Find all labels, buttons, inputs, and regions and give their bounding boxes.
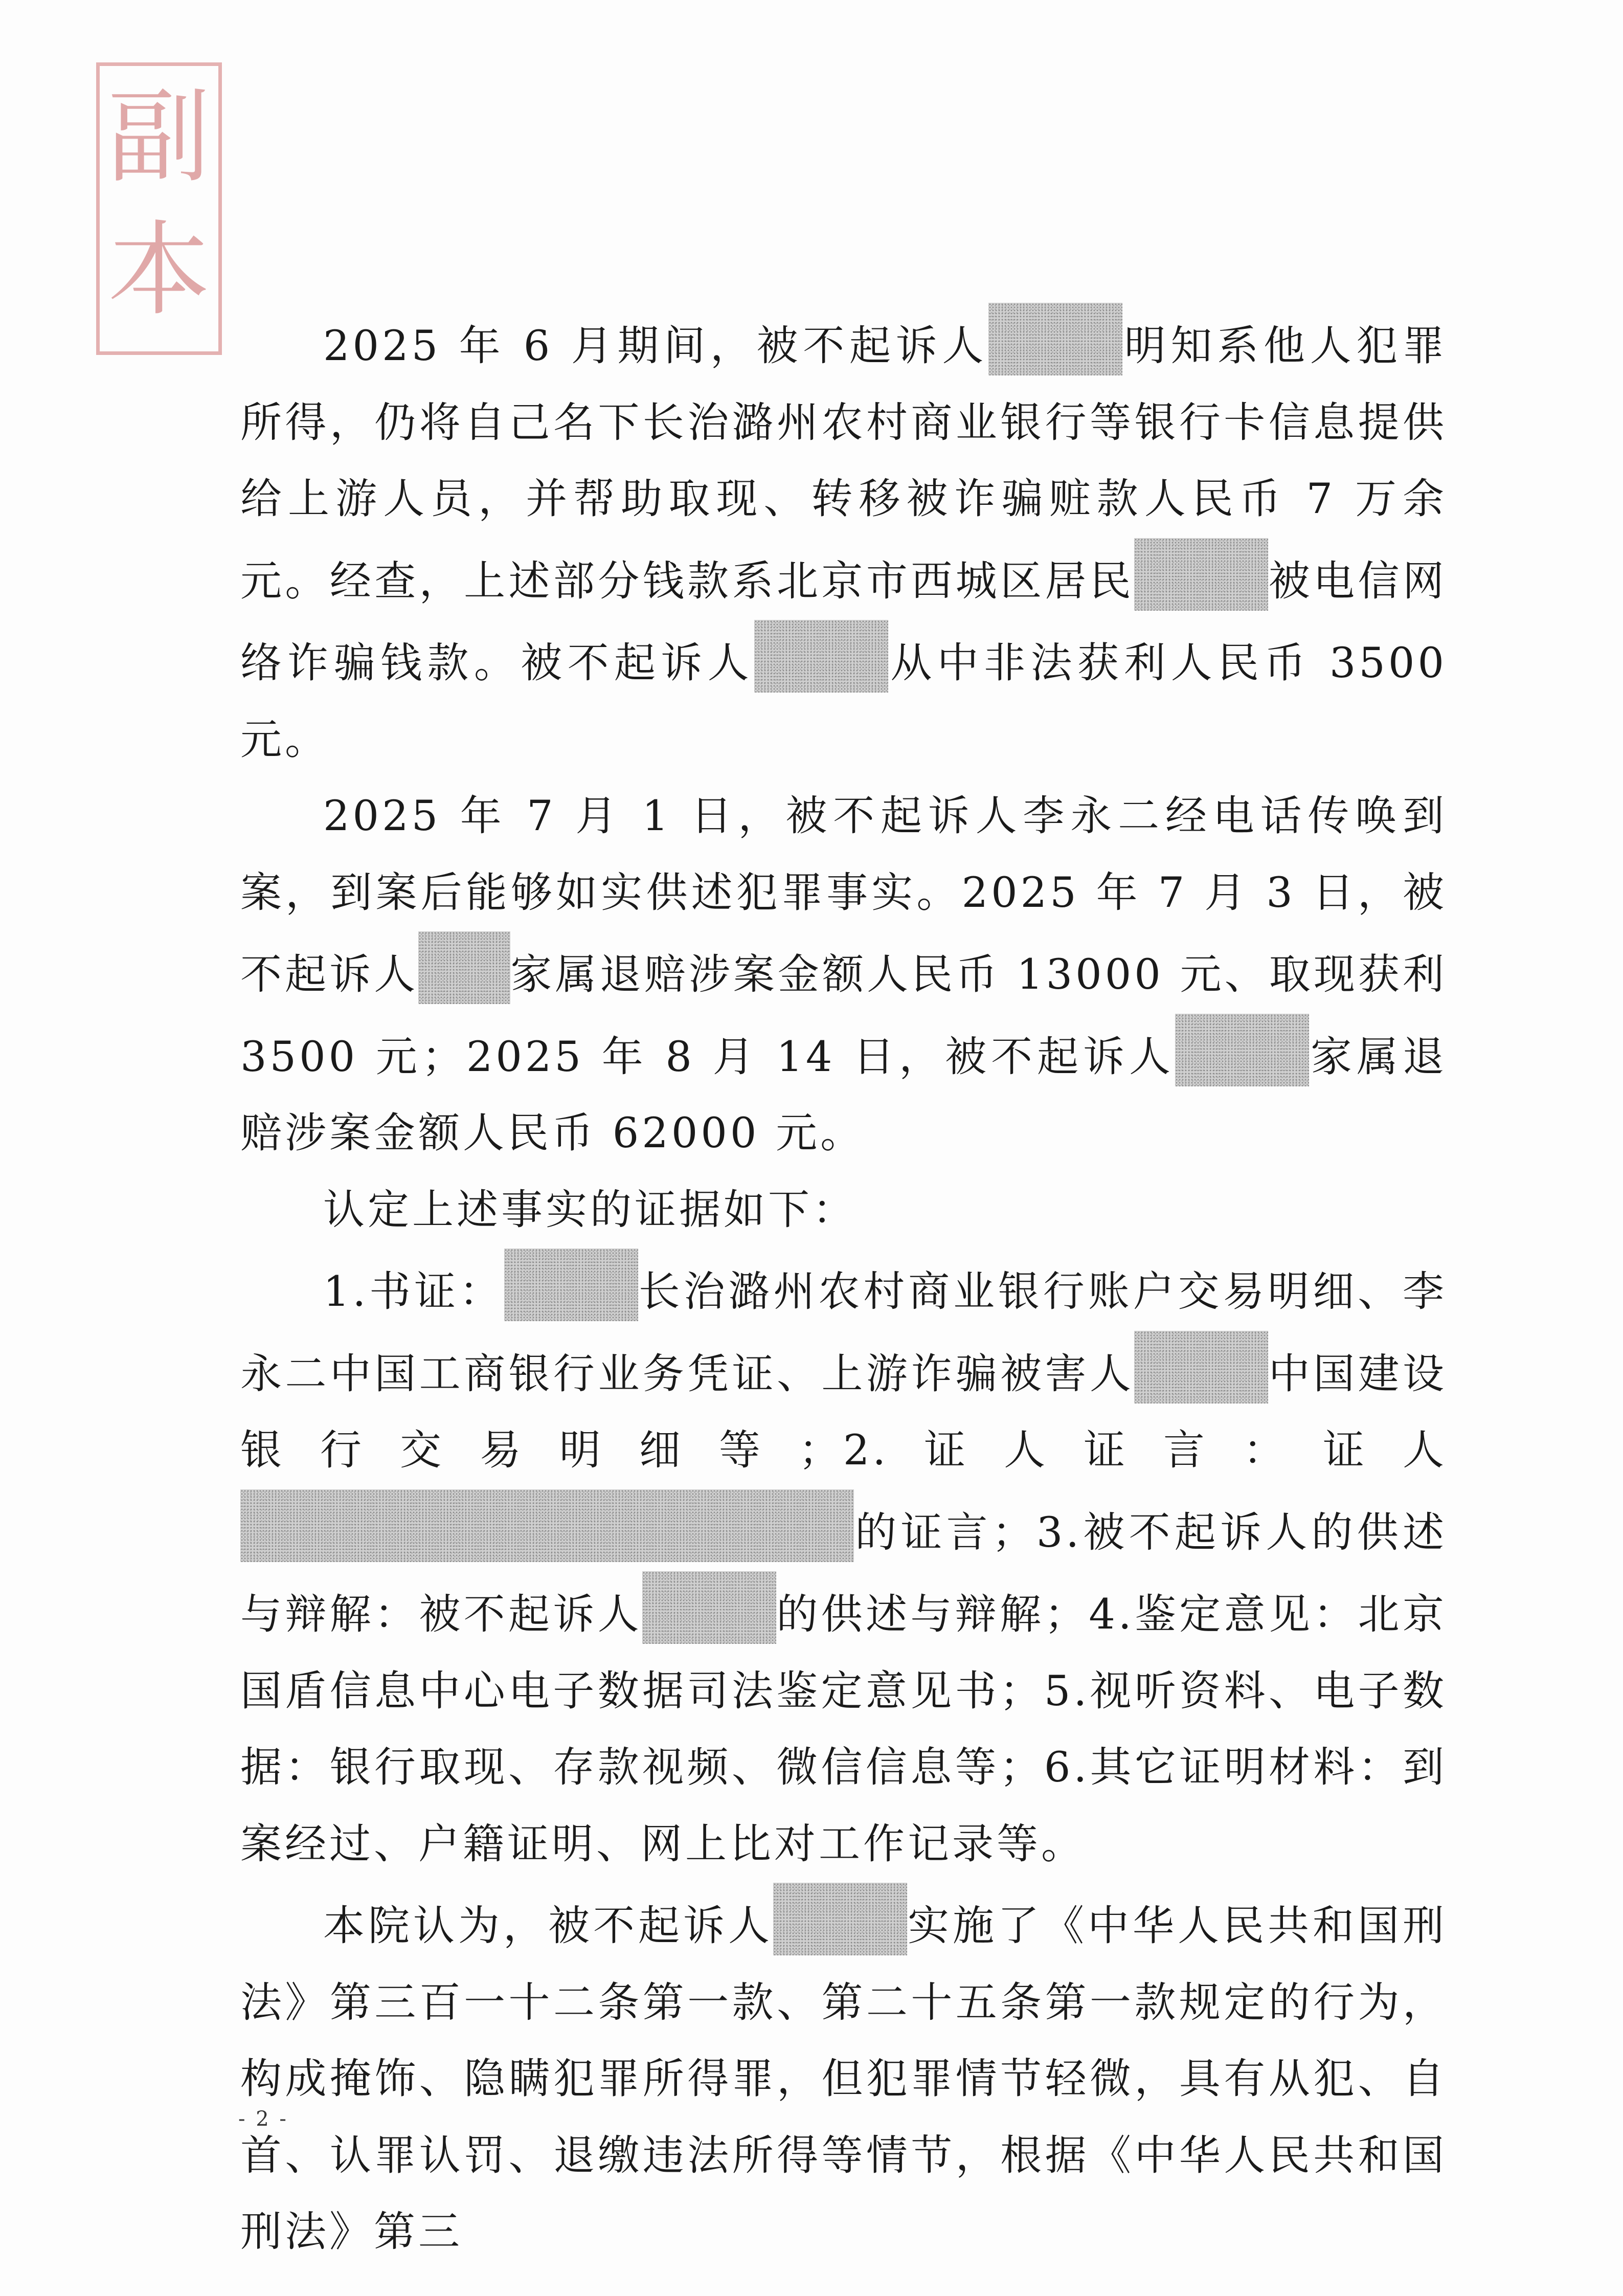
paragraph-evidence-list: [240, 1249, 1447, 1883]
text-segment: 中国建设银行交易明细等；2.证人证言：证人: [240, 1350, 1447, 1475]
text-segment: 认定上述事实的证据如下：: [323, 1186, 858, 1234]
text-segment: 的证言；3.被不起诉人的供述与辩解：被不起诉人: [240, 1508, 1447, 1639]
redacted-name: [1134, 538, 1268, 611]
text-segment: 本院认为，被不起诉人: [323, 1902, 773, 1950]
text-segment: 明知系他人犯罪所得，仍将自己名下长治潞州农村商业银行等银行卡信息提供给上游人员，并帮助取现、转移被诈骗赃款人民币 7 万余元。经查，上述部分钱款系北京市西城区居民: [240, 322, 1447, 606]
document-body: [240, 303, 1447, 2271]
stamp-char-ben: 本: [107, 211, 210, 330]
text-segment: 2025 年 6 月期间，被不起诉人: [323, 322, 989, 370]
redacted-name: [773, 1883, 907, 1955]
text-segment: 实施了《中华人民共和国刑法》第三百一十二条第一款、第二十五条第一款规定的行为，构成掩饰、隐瞒犯罪所得罪，但犯罪情节轻微，具有从犯、自首、认罪认罚、退缴违法所得等情节，根据《中华人民共和国刑法》第三: [240, 1902, 1447, 2256]
redacted-name: [642, 1571, 776, 1644]
text-segment: 从中非法获利人民币 3500 元。: [240, 639, 1447, 764]
text-segment: 2025 年 7 月 1 日，被不起诉人李永二经电话传唤到案，到案后能够如实供述犯罪事实。2025 年 7 月 3 日，被不起诉人: [240, 792, 1447, 999]
redacted-name: [418, 931, 510, 1004]
text-segment: 的供述与辩解；4.鉴定意见：北京国盾信息中心电子数据司法鉴定意见书；5.视听资料、电子数据：银行取现、存款视频、微信信息等；6.其它证明材料：到案经过、户籍证明、网上比对工作记录等。: [240, 1591, 1447, 1868]
text-segment: 1.书证：: [323, 1268, 504, 1316]
paragraph-surrender: [240, 778, 1447, 1172]
redacted-name: [1175, 1014, 1309, 1086]
text-segment: 被电信网络诈骗钱款。被不起诉人: [240, 557, 1447, 687]
paragraph-facts: [240, 303, 1447, 778]
redacted-name: [754, 620, 888, 693]
text-segment: 家属退赔涉案金额人民币 13000 元、取现获利 3500 元；2025 年 8 月 14 日，被不起诉人: [240, 951, 1447, 1081]
copy-stamp: [96, 62, 222, 355]
text-segment: 长治潞州农村商业银行账户交易明细、李永二中国工商银行业务凭证、上游诈骗被害人: [240, 1268, 1447, 1398]
page-number: - 2 -: [238, 2107, 288, 2131]
redacted-name: [504, 1249, 638, 1321]
redacted-witness-names: [240, 1489, 854, 1562]
stamp-char-fu: 副: [107, 78, 210, 197]
text-segment: 家属退赔涉案金额人民币 62000 元。: [240, 1033, 1447, 1157]
redacted-name: [1134, 1331, 1268, 1403]
redacted-name: [988, 303, 1122, 375]
paragraph-opinion: [240, 1883, 1447, 2271]
paragraph-evidence-intro: [240, 1172, 1447, 1249]
